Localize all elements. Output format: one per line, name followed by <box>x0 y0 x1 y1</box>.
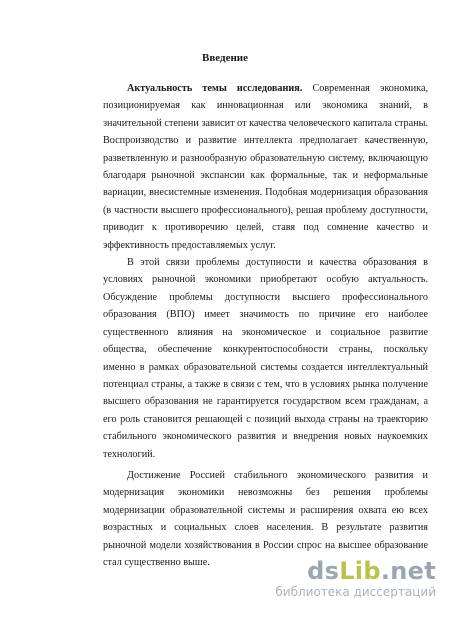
logo-part-net: net <box>390 557 436 585</box>
paragraph-text: Достижение Россией стабильного экономического развития и модернизация экономики невозможны без решения проблемы модернизации образовательной системы и расширения охвата ею всех возрастных и социальных слоев населения. В результате развития рыночной модели хозяйствования в России спрос на высшее образование стал существенно выше. <box>103 469 428 568</box>
logo-part-ds: ds <box>307 557 340 585</box>
paragraph-accessibility <box>103 254 428 463</box>
document-body <box>103 80 428 571</box>
paragraph-modernization <box>103 467 428 571</box>
paragraph-relevance <box>103 80 428 254</box>
paragraph-text: Современная экономика, позиционируемая как инновационная или экономика знаний, в значительной степени зависит от качества человеческого капитала страны. Воспроизводство и развитие интеллекта предполагает качественную, разветвленную и разнообразную образовательную систему, включающую благодаря рыночной экспансии как формальные, так и неформальные вариации, внесистемные изменения. Подобная модернизация образования (в частности высшего профессионального), решая проблему доступности, приводит к противоречию целей, ставя под сомнение качество и эффективность предоставляемых услуг. <box>103 83 429 251</box>
paragraph-lead: Актуальность темы исследования. <box>127 83 303 94</box>
dslib-logo <box>307 558 436 584</box>
watermark-caption: библиотека диссертаций <box>275 585 436 599</box>
page-title: Введение <box>201 52 249 64</box>
dslib-watermark <box>236 558 436 602</box>
logo-part-lib: Lib <box>339 557 381 585</box>
paragraph-text: В этой связи проблемы доступности и качества образования в условиях рыночной экономики приобретают особую актуальность. Обсуждение проблемы доступности высшего профессионального образования (ВПО) имеет значимость по причине его наиболее существенного влияния на экономическое и социальное развитие общества, обеспечение конкурентоспособности страны, поскольку именно в рамках образовательной системы создается интеллектуальный потенциал страны, а также в связи с тем, что в условиях рынка получение высшего образования не гарантируется государством всем гражданам, а его роль становится решающей с позиций выхода страны на траекторию стабильного экономического развития и внедрения новых наукоемких технологий. <box>103 257 428 460</box>
logo-part-dot: . <box>380 557 391 585</box>
